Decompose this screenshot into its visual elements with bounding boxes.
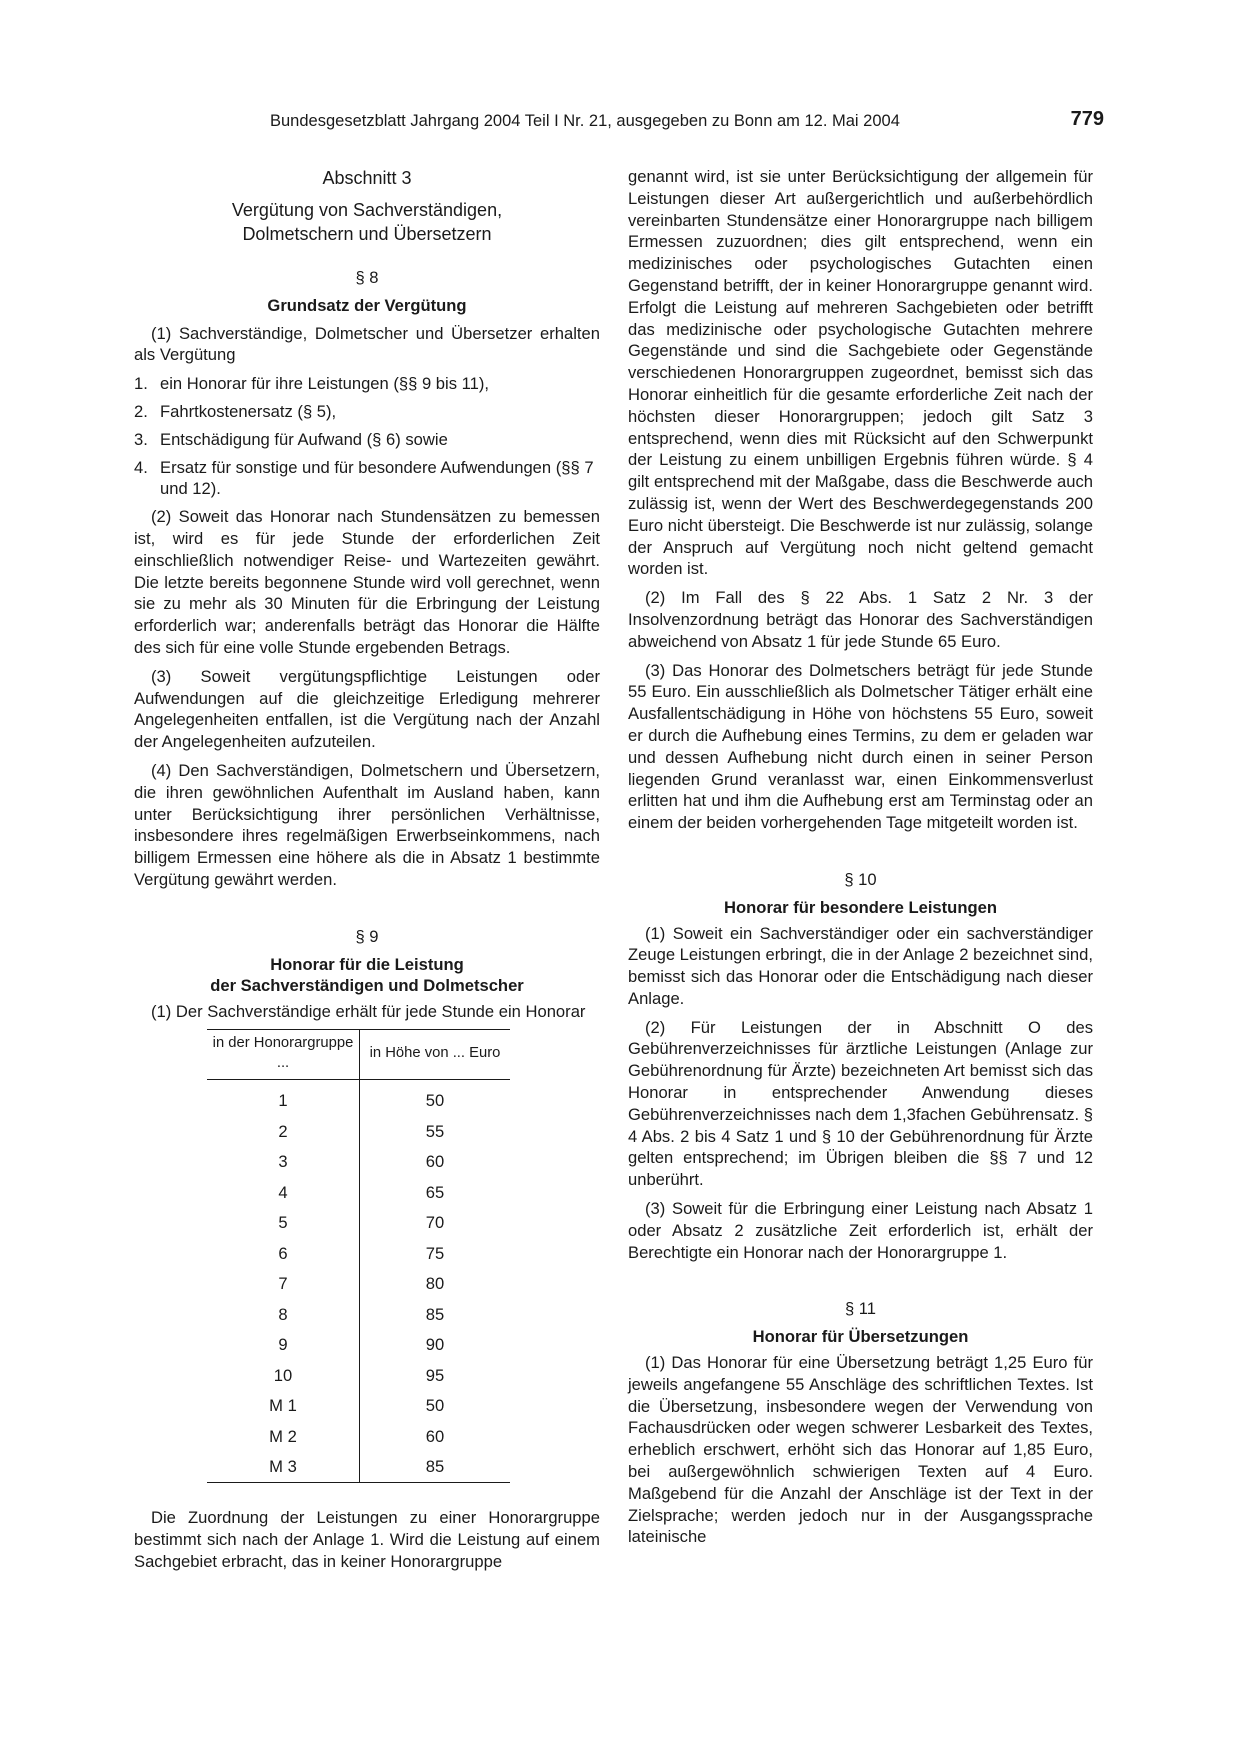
section-8-paragraph-4: (4) Den Sachverständigen, Dolmetschern und Übersetzern, die ihren gewöhnlichen Aufenthalt im Ausland haben, kann unter Berücksichtigung ihrer persönlichen Verhältnisse, insbesondere ihres regelmäßigen Erwerbseinkommens, nach billigem Ermessen eine höhere als die in Absatz 1 bestimmte Vergütung gewährt werden.: [134, 760, 600, 889]
section-10-title: Honorar für besondere Leistungen: [724, 897, 997, 917]
table-row: 3 60: [207, 1147, 510, 1178]
section-11-number: § 11: [844, 1299, 877, 1319]
section-9-number: § 9: [355, 926, 379, 946]
section-8-list: [134, 373, 600, 500]
table-row: 2 55: [207, 1116, 510, 1147]
section-10-paragraph-2: (2) Für Leistungen der in Abschnitt O des Gebührenverzeichnisses für ärztliche Leistungen (Anlage zur Gebührenordnung für Ärzte) bezeichneten Art bemisst sich das Honorar in entsprechender Anwendung dieses Gebührenverzeichnisses nach dem 1,3fachen Gebührensatz. § 4 Abs. 2 bis 4 Satz 1 und § 10 der Gebührenordnung für Ärzte gelten entsprechend; im Übrigen bleiben die §§ 7 und 12 unberührt.: [628, 1017, 1093, 1190]
running-header: Bundesgesetzblatt Jahrgang 2004 Teil I Nr. 21, ausgegeben zu Bonn am 12. Mai 2004: [270, 112, 900, 130]
list-item: 3. Entschädigung für Aufwand (§ 6) sowie: [134, 429, 448, 449]
table-row: 4 65: [207, 1177, 510, 1208]
abschnitt-title-line-1: Vergütung von Sachverständigen,: [231, 200, 503, 220]
table-row: 5 70: [207, 1208, 510, 1239]
section-9-title-line-2: der Sachverständigen und Dolmetscher: [210, 976, 524, 996]
list-item: 1. ein Honorar für ihre Leistungen (§§ 9 bis 11),: [134, 374, 489, 394]
list-item: 4. Ersatz für sonstige und für besondere Aufwendungen (§§ 7 und 12).: [134, 457, 594, 499]
table-row: 8 85: [207, 1299, 510, 1330]
page-header: [270, 110, 1104, 136]
section-8-paragraph-2: (2) Soweit das Honorar nach Stundensätzen zu bemessen ist, wird es für jede Stunde der erforderlichen Zeit einschließlich notwendiger Reise- und Wartezeiten gewährt. Die letzte bereits begonnene Stunde wird voll gerechnet, wenn sie zu mehr als 30 Minuten für die Erbringung der Leistung erforderlich war; anderenfalls beträgt das Honorar die Hälfte des sich für eine volle Stunde ergebenden Betrags.: [134, 507, 600, 657]
table-row: 1 50: [207, 1079, 510, 1116]
section-8-paragraph-1: (1) Sachverständige, Dolmetscher und Übersetzer erhalten als Vergütung: [134, 323, 600, 365]
table-row: 7 80: [207, 1269, 510, 1300]
abschnitt-number: Abschnitt 3: [322, 168, 412, 188]
right-column: [628, 166, 1093, 1555]
section-11-title: Honorar für Übersetzungen: [752, 1327, 969, 1347]
abschnitt-title-line-2: Dolmetschern und Übersetzern: [242, 224, 492, 244]
section-9-paragraph-after-table: Die Zuordnung der Leistungen zu einer Honorargruppe bestimmt sich nach der Anlage 1. Wird die Leistung auf einem Sachgebiet erbracht, das in keiner Honorargruppe: [134, 1508, 600, 1571]
left-column: [134, 166, 600, 1580]
section-11-paragraph-1: (1) Das Honorar für eine Übersetzung beträgt 1,25 Euro für jeweils angefangene 55 Anschläge des schriftlichen Textes. Ist die Übersetzung, insbesondere wegen der Verwendung von Fachausdrücken oder wegen schwerer Lesbarkeit des Textes, erheblich erschwert, erhöht sich das Honorar auf 1,85 Euro, bei außergewöhnlich schwierigen Texten auf 4 Euro. Maßgebend für die Anzahl der Anschläge ist der Text in der Zielsprache; werden jedoch nur in der Ausgangssprache lateinische: [628, 1353, 1093, 1547]
list-item: 2. Fahrtkostenersatz (§ 5),: [134, 401, 337, 421]
section-10-paragraph-1: (1) Soweit ein Sachverständiger oder ein sachverständiger Zeuge Leistungen erbringt, die in der Anlage 2 bezeichnet sind, bemisst sich das Honorar oder die Entschädigung nach dieser Anlage.: [628, 923, 1093, 1008]
section-9-paragraph-3: (3) Das Honorar des Dolmetschers beträgt für jede Stunde 55 Euro. Ein ausschließlich als Dolmetscher Tätiger erhält eine Ausfallentschädigung in Höhe von höchstens 55 Euro, soweit er durch die Aufhebung eines Termins, zu dem er geladen war und dessen Aufhebung nicht durch einen in seiner Person liegenden Grund veranlasst war, einen Einkommensverlust erlitten hat und ihm die Aufhebung erst am Terminstag oder an einem der beiden vorhergehenden Tage mitgeteilt worden ist.: [628, 660, 1093, 833]
page-number: 779: [1070, 108, 1104, 130]
table-row: 6 75: [207, 1238, 510, 1269]
table-header-group: in der Honorargruppe ...: [207, 1029, 360, 1079]
section-8-number: § 8: [355, 268, 379, 287]
section-9-title-line-1: Honorar für die Leistung: [270, 954, 464, 974]
table-row: M 3 85: [207, 1452, 510, 1483]
section-8-paragraph-3: (3) Soweit vergütungspflichtige Leistungen oder Aufwendungen auf die gleichzeitige Erledigung mehrerer Angelegenheiten entfallen, ist die Vergütung nach der Anzahl der Angelegenheiten aufzuteilen.: [134, 666, 600, 752]
table-header-euro: in Höhe von ... Euro: [360, 1029, 511, 1079]
honorar-table: [207, 1029, 510, 1484]
section-9-paragraph-2: (2) Im Fall des § 22 Abs. 1 Satz 2 Nr. 3 der Insolvenzordnung beträgt das Honorar des Sachverständigen abweichend von Absatz 1 für jede Stunde 65 Euro.: [628, 588, 1093, 651]
table-row: 10 95: [207, 1360, 510, 1391]
section-9-paragraph-1: (1) Der Sachverständige erhält für jede Stunde ein Honorar: [151, 1002, 586, 1022]
table-row: M 1 50: [207, 1391, 510, 1422]
section-10-paragraph-3: (3) Soweit für die Erbringung einer Leistung nach Absatz 1 oder Absatz 2 zusätzliche Zeit erforderlich ist, erhält der Berechtigte ein Honorar nach der Honorargruppe 1.: [628, 1199, 1093, 1262]
section-10-number: § 10: [844, 869, 877, 889]
table-row: M 2 60: [207, 1421, 510, 1452]
table-row: 9 90: [207, 1330, 510, 1361]
section-8-title: Grundsatz der Vergütung: [267, 295, 467, 315]
section-9-continuation: genannt wird, ist sie unter Berücksichtigung der allgemein für Leistungen dieser Art außergerichtlich und außerbehördlich vereinbarten Stundensätze einer Honorargruppe nach billigem Ermessen zuzuordnen; dies gilt entsprechend, wenn ein medizinisches oder psychologisches Gutachten einen Gegenstand betrifft, der in keiner Honorargruppe genannt wird. Erfolgt die Leistung auf mehreren Sachgebieten oder betrifft das medizinische oder psychologische Gutachten mehrere Gegenstände und sind die Sachgebiete oder Gegenstände verschiedenen Honorargruppen zugeordnet, bemisst sich das Honorar einheitlich für die gesamte erforderliche Zeit nach der höchsten dieser Honorargruppen; jedoch gilt Satz 3 entsprechend, wenn dies mit Rücksicht auf den Schwerpunkt der Leistung zu einem unbilligen Ergebnis führen würde. § 4 gilt entsprechend mit der Maßgabe, dass die Beschwerde auch zulässig ist, wenn der Wert des Beschwerdegegenstands 200 Euro nicht übersteigt. Die Beschwerde ist nur zulässig, solange der Anspruch auf Vergütung noch nicht geltend gemacht worden ist.: [628, 167, 1093, 579]
